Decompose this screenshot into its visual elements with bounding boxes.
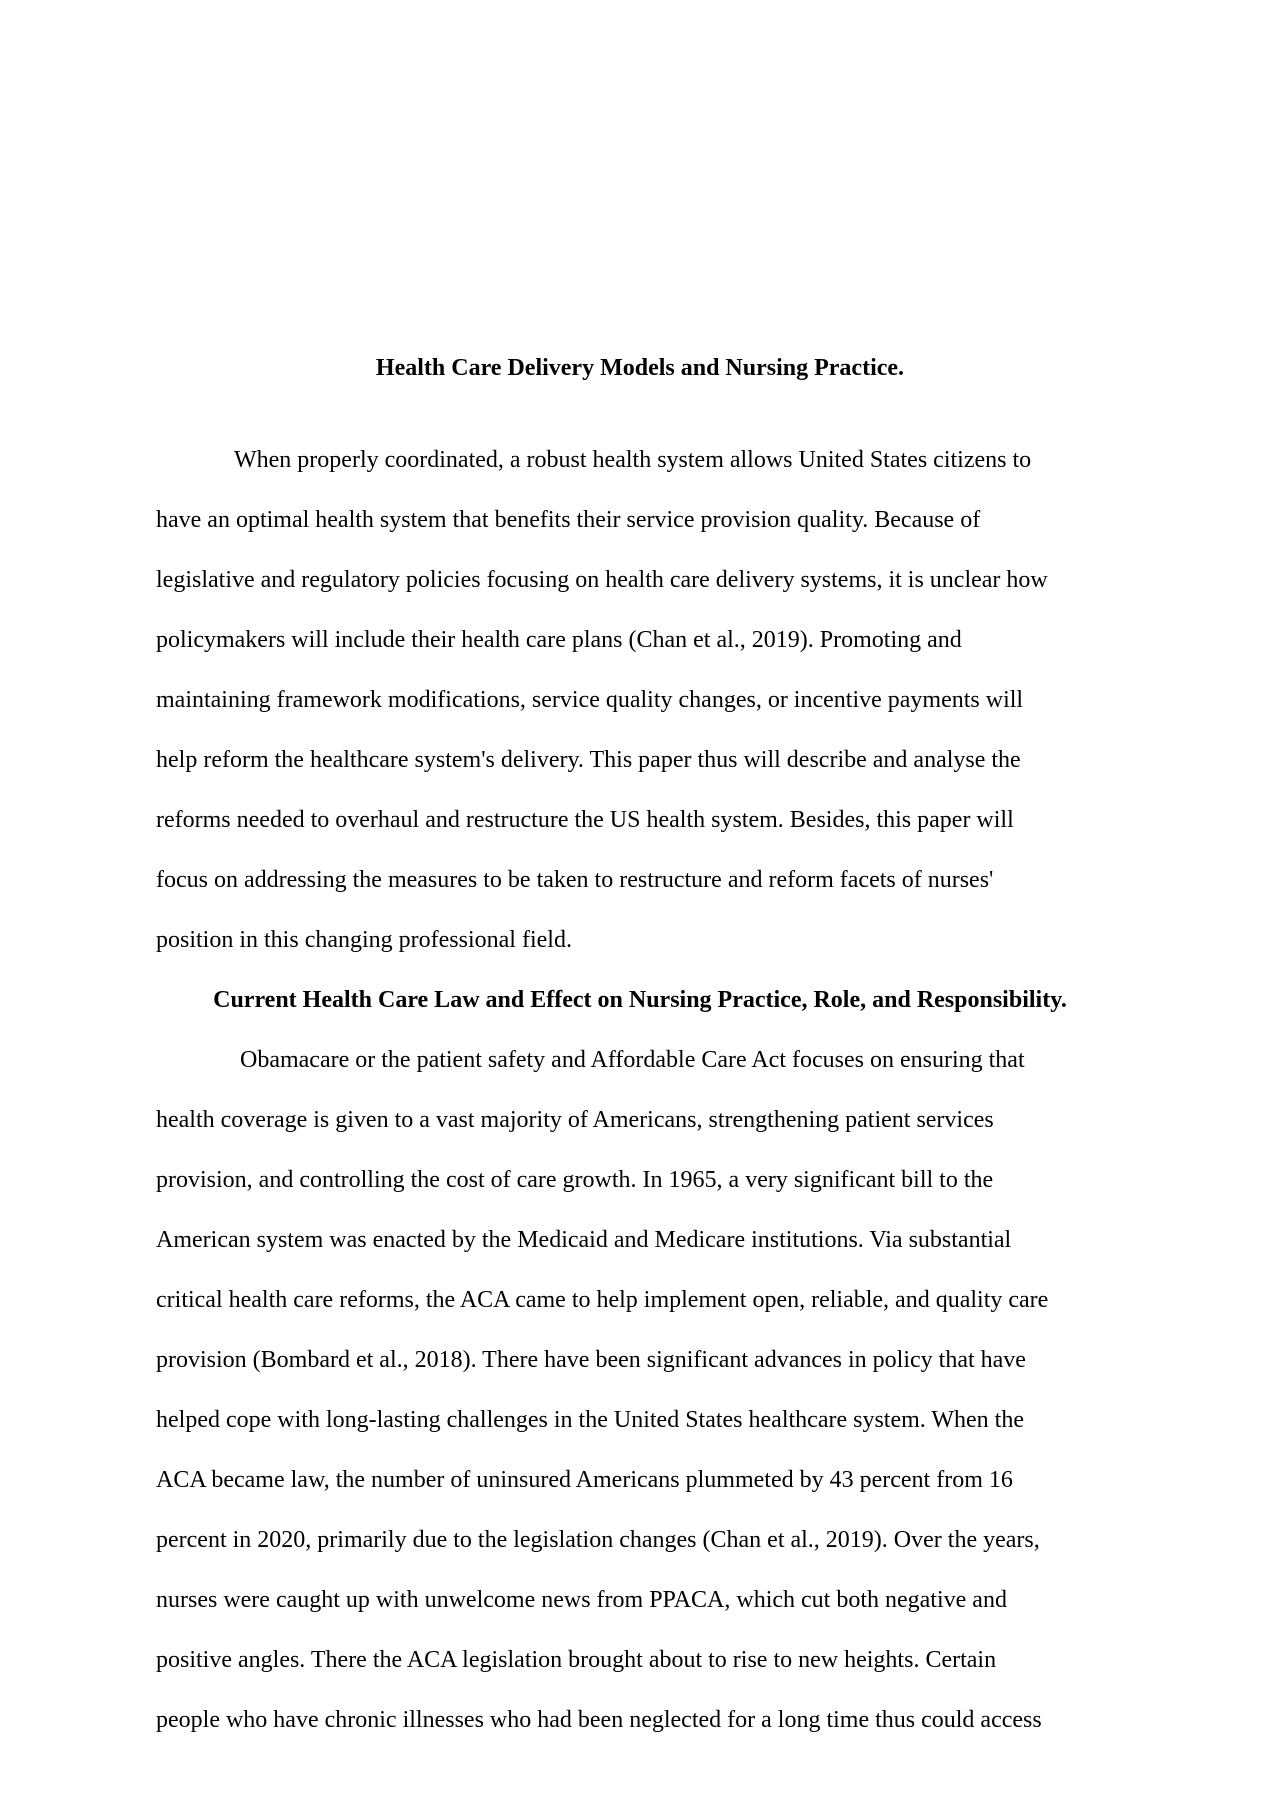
paragraph-line: reforms needed to overhaul and restructure the US health system. Besides, this paper will (156, 807, 1014, 833)
section-heading: Current Health Care Law and Effect on Nursing Practice, Role, and Responsibility. (213, 987, 1067, 1013)
paragraph-line: people who have chronic illnesses who had been neglected for a long time thus could access (156, 1707, 1042, 1733)
paragraph-line: When properly coordinated, a robust health system allows United States citizens to (234, 447, 1032, 473)
paragraph-line: policymakers will include their health care plans (Chan et al., 2019). Promoting and (156, 627, 962, 653)
paragraph-line: critical health care reforms, the ACA came to help implement open, reliable, and quality care (156, 1287, 1049, 1313)
paragraph-line: positive angles. There the ACA legislation brought about to rise to new heights. Certain (156, 1647, 997, 1673)
paragraph-line: legislative and regulatory policies focusing on health care delivery systems, it is unclear how (156, 567, 1048, 593)
paragraph-line: have an optimal health system that benefits their service provision quality. Because of (156, 507, 981, 533)
paragraph-line: Obamacare or the patient safety and Affordable Care Act focuses on ensuring that (240, 1047, 1025, 1073)
paragraph-line: American system was enacted by the Medicaid and Medicare institutions. Via substantial (156, 1227, 1012, 1253)
paragraph-line: maintaining framework modifications, service quality changes, or incentive payments will (156, 687, 1024, 713)
paragraph-line: health coverage is given to a vast majority of Americans, strengthening patient services (156, 1107, 994, 1133)
paragraph-line: focus on addressing the measures to be taken to restructure and reform facets of nurses' (156, 867, 994, 893)
paragraph-line: provision (Bombard et al., 2018). There have been significant advances in policy that have (156, 1347, 1026, 1373)
document-title: Health Care Delivery Models and Nursing Practice. (375, 355, 905, 381)
paragraph-line: ACA became law, the number of uninsured Americans plummeted by 43 percent from 16 (156, 1467, 1013, 1493)
paragraph-line: position in this changing professional field. (156, 927, 572, 953)
paragraph-line: nurses were caught up with unwelcome news from PPACA, which cut both negative and (156, 1587, 1007, 1613)
paragraph-line: helped cope with long-lasting challenges in the United States healthcare system. When the (156, 1407, 1024, 1433)
paragraph-line: help reform the healthcare system's delivery. This paper thus will describe and analyse the (156, 747, 1021, 773)
paragraph-line: percent in 2020, primarily due to the legislation changes (Chan et al., 2019). Over the years, (156, 1527, 1040, 1553)
paragraph-line: provision, and controlling the cost of care growth. In 1965, a very significant bill to the (156, 1167, 994, 1193)
